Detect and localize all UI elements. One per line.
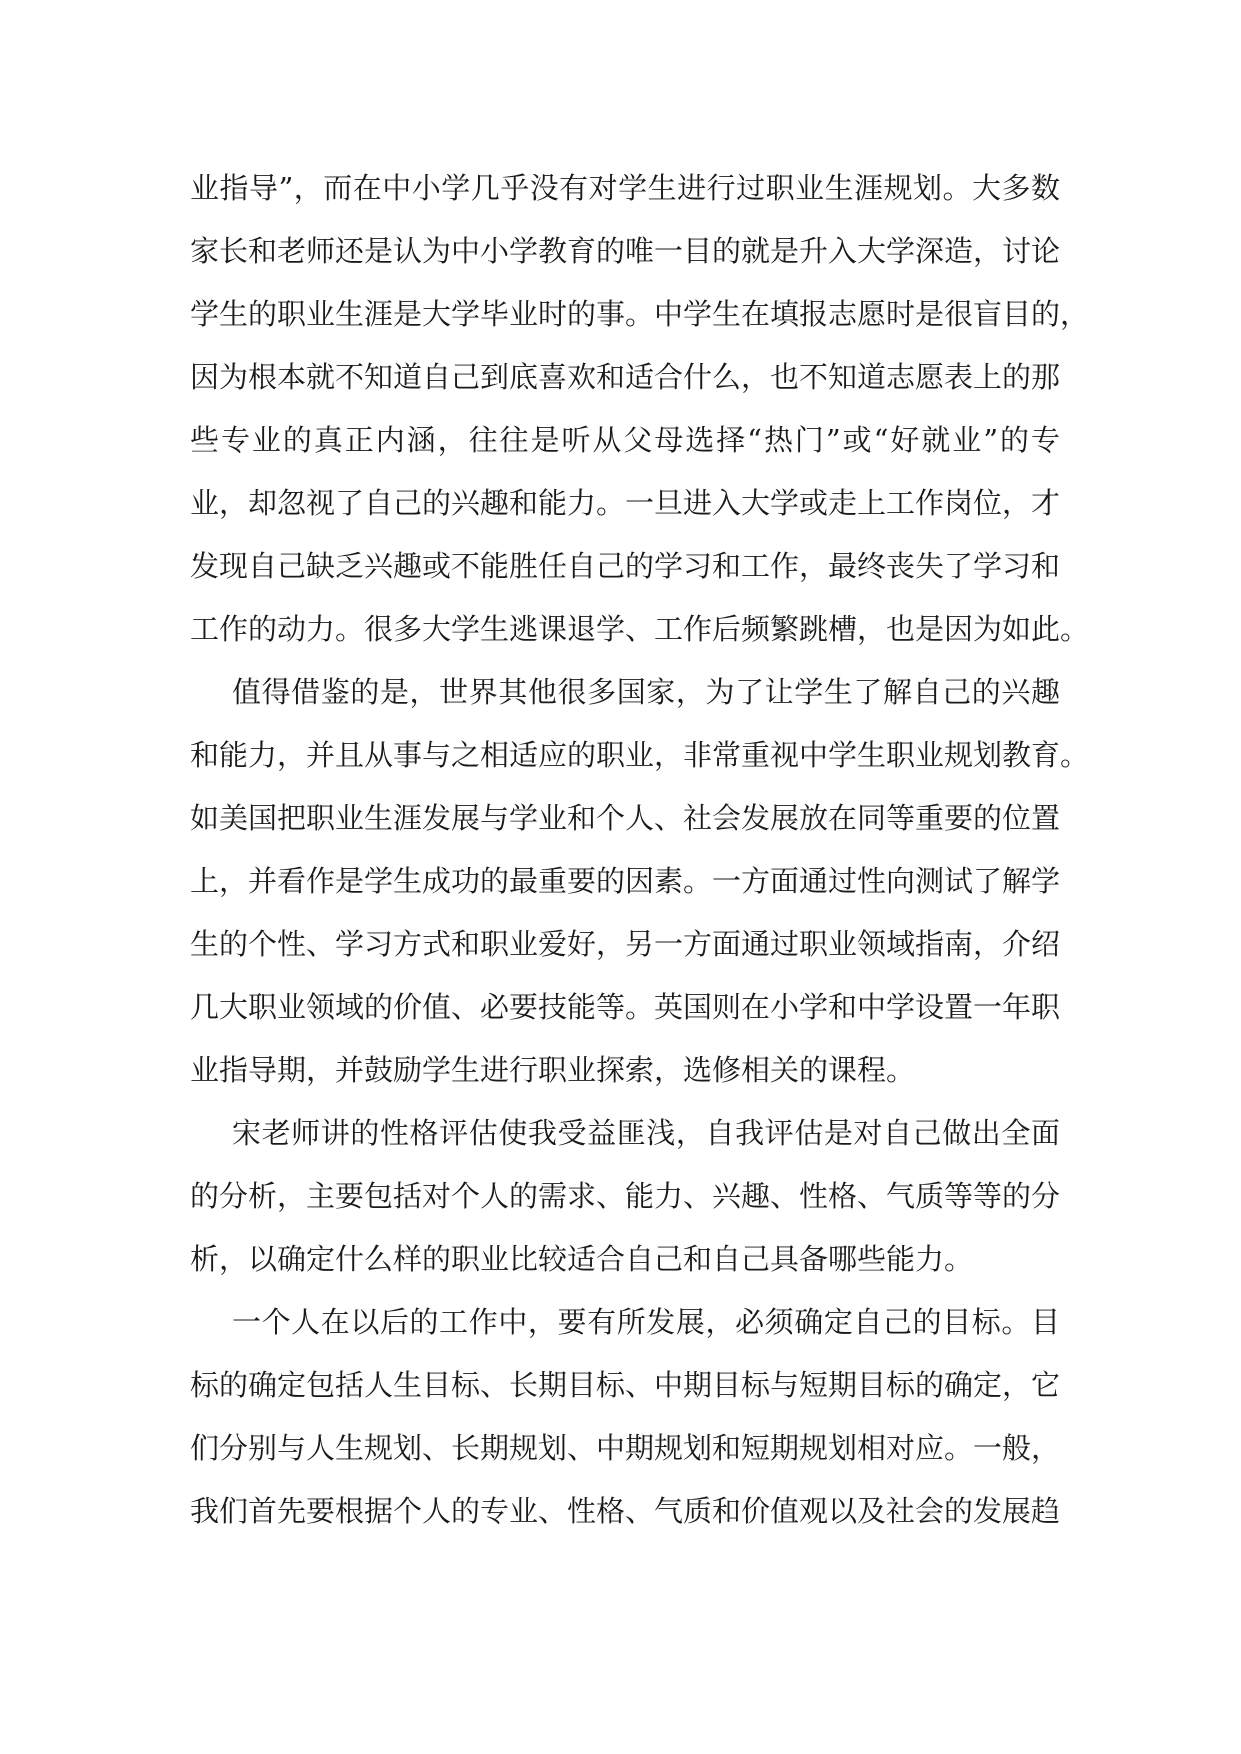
text-line: 业，却忽视了自己的兴趣和能力。一旦进入大学或走上工作岗位，才 — [190, 486, 1061, 520]
text-line: 标的确定包括人生目标、长期目标、中期目标与短期目标的确定，它 — [190, 1368, 1061, 1402]
text-line: 工作的动力。很多大学生逃课退学、工作后频繁跳槽，也是因为如此。 — [190, 612, 1090, 646]
text-line: 因为根本就不知道自己到底喜欢和适合什么，也不知道志愿表上的那 — [190, 360, 1061, 394]
text-line: 析，以确定什么样的职业比较适合自己和自己具备哪些能力。 — [190, 1242, 974, 1276]
text-line: 值得借鉴的是，世界其他很多国家，为了让学生了解自己的兴趣 — [232, 675, 1060, 709]
body-text — [190, 157, 1090, 1543]
text-line: 业指导期，并鼓励学生进行职业探索，选修相关的课程。 — [190, 1053, 916, 1087]
text-line: 业指导”，而在中小学几乎没有对学生进行过职业生涯规划。大多数 — [190, 171, 1060, 205]
text-line: 宋老师讲的性格评估使我受益匪浅，自我评估是对自己做出全面 — [232, 1116, 1060, 1150]
text-line: 家长和老师还是认为中小学教育的唯一目的就是升入大学深造，讨论 — [190, 234, 1061, 268]
text-line: 学生的职业生涯是大学毕业时的事。中学生在填报志愿时是很盲目的， — [190, 297, 1090, 331]
text-line: 生的个性、学习方式和职业爱好，另一方面通过职业领域指南，介绍 — [190, 927, 1061, 961]
text-line: 些专业的真正内涵，往往是听从父母选择“热门”或“好就业”的专 — [190, 423, 1060, 457]
text-line: 和能力，并且从事与之相适应的职业，非常重视中学生职业规划教育。 — [190, 738, 1090, 772]
text-line: 们分别与人生规划、长期规划、中期规划和短期规划相对应。一般， — [190, 1431, 1061, 1465]
text-line: 上，并看作是学生成功的最重要的因素。一方面通过性向测试了解学 — [190, 864, 1061, 898]
text-line: 我们首先要根据个人的专业、性格、气质和价值观以及社会的发展趋 — [190, 1494, 1061, 1528]
text-line: 如美国把职业生涯发展与学业和个人、社会发展放在同等重要的位置 — [190, 801, 1061, 835]
text-line: 一个人在以后的工作中，要有所发展，必须确定自己的目标。目 — [232, 1305, 1060, 1339]
text-line: 几大职业领域的价值、必要技能等。英国则在小学和中学设置一年职 — [190, 990, 1061, 1024]
text-line: 发现自己缺乏兴趣或不能胜任自己的学习和工作，最终丧失了学习和 — [190, 549, 1061, 583]
text-line: 的分析，主要包括对个人的需求、能力、兴趣、性格、气质等等的分 — [190, 1179, 1061, 1213]
